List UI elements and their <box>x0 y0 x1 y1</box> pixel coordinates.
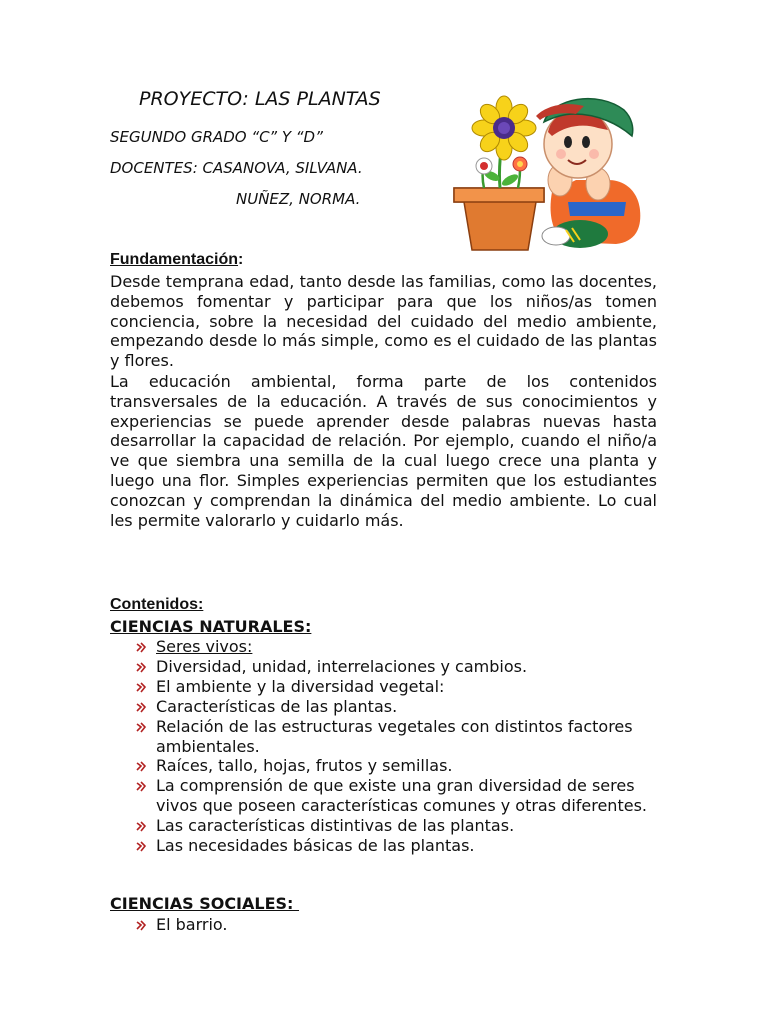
list-item <box>110 677 670 697</box>
bullet-icon <box>136 662 147 673</box>
list-item-text: El barrio. <box>156 915 228 934</box>
list-item <box>110 915 670 935</box>
project-title: PROYECTO: LAS PLANTAS <box>139 88 381 110</box>
fundamentacion-label: Fundamentación: <box>110 251 244 268</box>
contenidos-label: Contenidos: <box>110 596 204 613</box>
list-item-text: Relación de las estructuras vegetales con distintos factores ambientales. <box>156 716 633 756</box>
ciencias-sociales-heading: CIENCIAS SOCIALES: <box>110 894 300 913</box>
bullet-icon <box>136 841 147 852</box>
teachers-line: DOCENTES: CASANOVA, SILVANA. <box>110 159 363 177</box>
ciencias-sociales-list <box>110 915 670 935</box>
bullet-icon <box>136 761 147 772</box>
bullet-icon <box>136 821 147 832</box>
ciencias-naturales-list <box>110 637 670 856</box>
bullet-icon <box>136 642 147 653</box>
list-item-text: Características de las plantas. <box>156 696 398 716</box>
child-with-flowerpot-illustration <box>448 84 648 256</box>
bullet-icon <box>136 682 147 693</box>
list-item <box>110 836 670 856</box>
teachers-line-2: NUÑEZ, NORMA. <box>236 190 361 208</box>
list-item <box>110 756 670 776</box>
list-item-text: Seres vivos: <box>156 637 253 656</box>
list-item <box>110 697 670 717</box>
list-item-text: Las necesidades básicas de las plantas. <box>156 836 475 856</box>
fundamentacion-paragraph-2: La educación ambiental, forma parte de los contenidos transversales de la educación. A través de sus conocimientos y experiencias se puede aprender desde palabras nuevas hasta desarrollar la capacidad de relación. Por ejemplo, cuando el niño/a ve que siembra una semilla de la cual luego crece una planta y luego una flor. Simples experiencias permiten que los estudiantes conozcan y comprendan la dinámica del medio ambiente. Lo cual les permite valorarlo y cuidarlo más. <box>110 372 657 530</box>
bullet-icon <box>136 702 147 713</box>
list-item-text: Raíces, tallo, hojas, frutos y semillas. <box>156 756 453 776</box>
list-item <box>110 776 670 816</box>
bullet-icon <box>136 781 147 792</box>
fundamentacion-paragraph-1: Desde temprana edad, tanto desde las familias, como las docentes, debemos fomentar y participar para que los niños/as tomen conciencia, sobre la necesidad del cuidado del medio ambiente, empezando desde lo más simple, como es el cuidado de las plantas y flores. <box>110 272 657 371</box>
list-item-text: El ambiente y la diversidad vegetal: <box>156 676 445 696</box>
list-item <box>110 637 670 657</box>
bullet-icon <box>136 920 147 931</box>
bullet-icon <box>136 722 147 733</box>
list-item-text: Diversidad, unidad, interrelaciones y cambios. <box>156 656 528 676</box>
list-item <box>110 717 670 757</box>
list-item <box>110 657 670 677</box>
list-item-text: Las características distintivas de las plantas. <box>156 816 515 836</box>
list-item <box>110 816 670 836</box>
grade-line: SEGUNDO GRADO “C” Y “D” <box>110 128 323 146</box>
list-item-text: La comprensión de que existe una gran diversidad de seres vivos que poseen características comunes y otras diferentes. <box>156 776 647 816</box>
ciencias-naturales-heading: CIENCIAS NATURALES: <box>110 617 312 636</box>
